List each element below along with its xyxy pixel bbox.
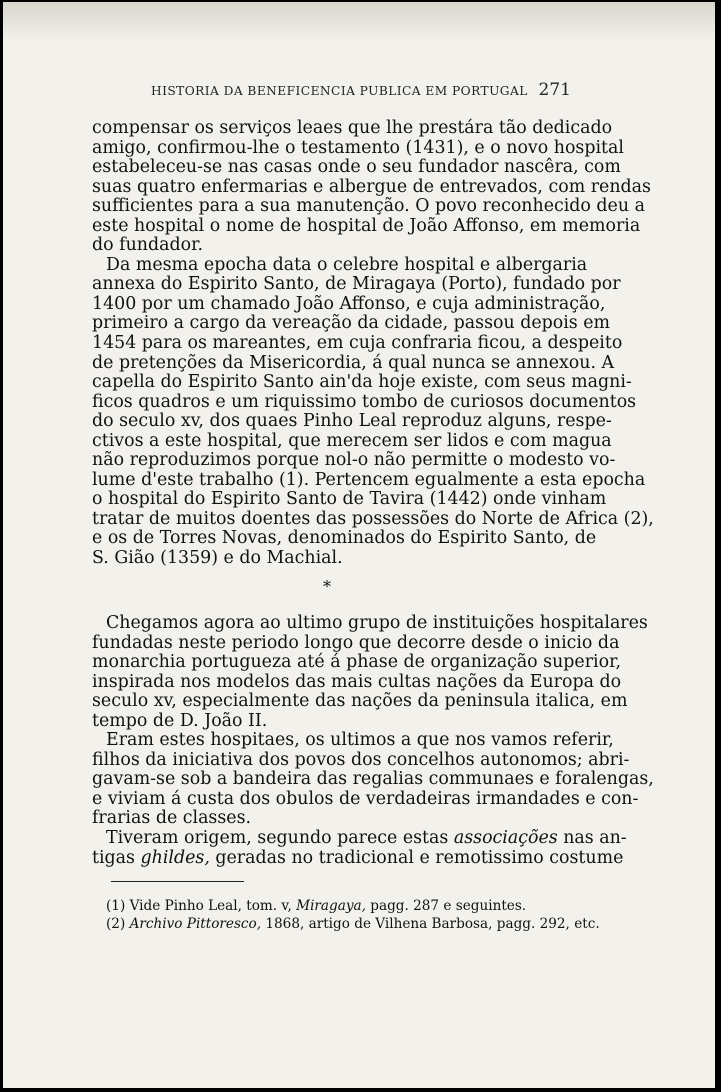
text-line: gavam-se sob a bandeira das regalias communaes e foralengas, xyxy=(92,769,654,790)
text-run: geradas no tradicional e remotissimo costume xyxy=(209,847,624,868)
text-line: compensar os serviços leaes que lhe prestára tão dedicado xyxy=(92,118,613,138)
footnote-italic: Archivo Pittoresco, xyxy=(129,915,262,932)
footnote-text: Vide Pinho Leal, tom. v, xyxy=(125,898,297,914)
paragraph-1 xyxy=(92,118,651,256)
footnote-1 xyxy=(106,898,566,916)
paragraph-3 xyxy=(92,613,648,731)
text-line: filhos da iniciativa dos povos dos concelhos autonomos; abri- xyxy=(92,749,630,770)
text-line: ctivos a este hospital, que merecem ser lidos e com magua xyxy=(92,430,612,451)
footnote-italic: Miragaya, xyxy=(296,898,366,914)
italic-term: ghildes, xyxy=(140,847,210,868)
paragraph-2 xyxy=(92,254,654,569)
text-line: S. Gião (1359) e do Machial. xyxy=(92,548,343,569)
text-line: do seculo xv, dos quaes Pinho Leal reproduz alguns, respe- xyxy=(92,411,612,432)
text-line: inspirada nos modelos das mais cultas nações da Europa do xyxy=(92,671,622,692)
text-line: não reproduzimos porque nol-o não permitte o modesto vo- xyxy=(92,450,616,471)
text-line: estabeleceu-se nas casas onde o seu fundador nascêra, com xyxy=(92,157,621,178)
paragraph-5 xyxy=(92,828,627,868)
text-line: tratar de muitos doentes das possessões do Norte de Africa (2), xyxy=(92,508,654,529)
text-line: amigo, confirmou-lhe o testamento (1431), e o novo hospital xyxy=(92,137,624,158)
running-header xyxy=(151,82,571,102)
text-line: primeiro a cargo da vereação da cidade, passou depois em xyxy=(92,313,611,334)
footnote-2 xyxy=(106,915,600,934)
text-line: Chegamos agora ao ultimo grupo de instituições hospitalares xyxy=(106,613,648,633)
page-number: 271 xyxy=(538,80,571,100)
footnotes xyxy=(106,898,600,933)
text-line: ficos quadros e um riquissimo tombo de curiosos documentos xyxy=(92,391,637,412)
book-page xyxy=(3,2,715,1088)
header-title: HISTORIA DA BENEFICENCIA PUBLICA EM PORTUGAL xyxy=(151,84,528,98)
text-line: de pretenções da Misericordia, á qual nunca se annexou. A xyxy=(92,352,615,373)
text-line: o hospital do Espirito Santo de Tavira (1442) onde vinham xyxy=(92,489,607,510)
text-line: sufficientes para a sua manutenção. O povo reconhecido deu a xyxy=(92,196,645,217)
text-line: do fundador. xyxy=(92,235,204,256)
text-line: lume d'este trabalho (1). Pertencem egualmente a esta epocha xyxy=(92,469,646,490)
section-separator: * xyxy=(323,577,331,596)
footnote-marker: (1) xyxy=(106,898,126,914)
footnote-text: 1868, artigo de Vilhena Barbosa, pagg. 292, etc. xyxy=(261,915,600,932)
footnote-marker: (2) xyxy=(106,915,126,932)
text-line: annexa do Espirito Santo, de Miragaya (Porto), fundado por xyxy=(92,274,621,295)
text-line: 1400 por um chamado João Affonso, e cuja administração, xyxy=(92,293,606,314)
text-line: frarias de classes. xyxy=(92,808,252,829)
text-run: tigas xyxy=(92,847,141,868)
body-text xyxy=(92,118,654,569)
body-text-section-2 xyxy=(92,613,654,868)
text-line: Da mesma epocha data o celebre hospital e albergaria xyxy=(106,254,588,275)
text-line xyxy=(92,847,624,869)
text-line: tempo de D. João II. xyxy=(92,710,268,731)
text-line: seculo xv, especialmente das nações da peninsula italica, em xyxy=(92,691,628,712)
scan-shadow xyxy=(3,2,715,42)
footnote-text: pagg. 287 e seguintes. xyxy=(365,898,527,914)
text-run: Tiveram origem, segundo parece estas xyxy=(106,828,454,849)
italic-term: associações xyxy=(453,828,558,849)
text-line: monarchia portugueza até á phase de organização superior, xyxy=(92,652,622,673)
text-line: suas quatro enfermarias e albergue de entrevados, com rendas xyxy=(92,176,651,197)
text-line: 1454 para os mareantes, em cuja confraria ficou, a despeito xyxy=(92,333,623,354)
text-run: nas an- xyxy=(557,828,627,849)
paragraph-4 xyxy=(92,730,654,829)
footnote-rule xyxy=(111,881,244,882)
text-line: Eram estes hospitaes, os ultimos a que nos vamos referir, xyxy=(106,730,614,751)
text-line xyxy=(92,828,627,849)
text-line: e viviam á custa dos obulos de verdadeiras irmandades e con- xyxy=(92,788,639,809)
text-line: e os de Torres Novas, denominados do Espirito Santo, de xyxy=(92,528,597,549)
text-line: este hospital o nome de hospital de João Affonso, em memoria xyxy=(92,215,641,236)
text-line: fundadas neste periodo longo que decorre desde o inicio da xyxy=(92,632,620,653)
text-line: capella do Espirito Santo ain'da hoje existe, com seus magni- xyxy=(92,372,632,393)
